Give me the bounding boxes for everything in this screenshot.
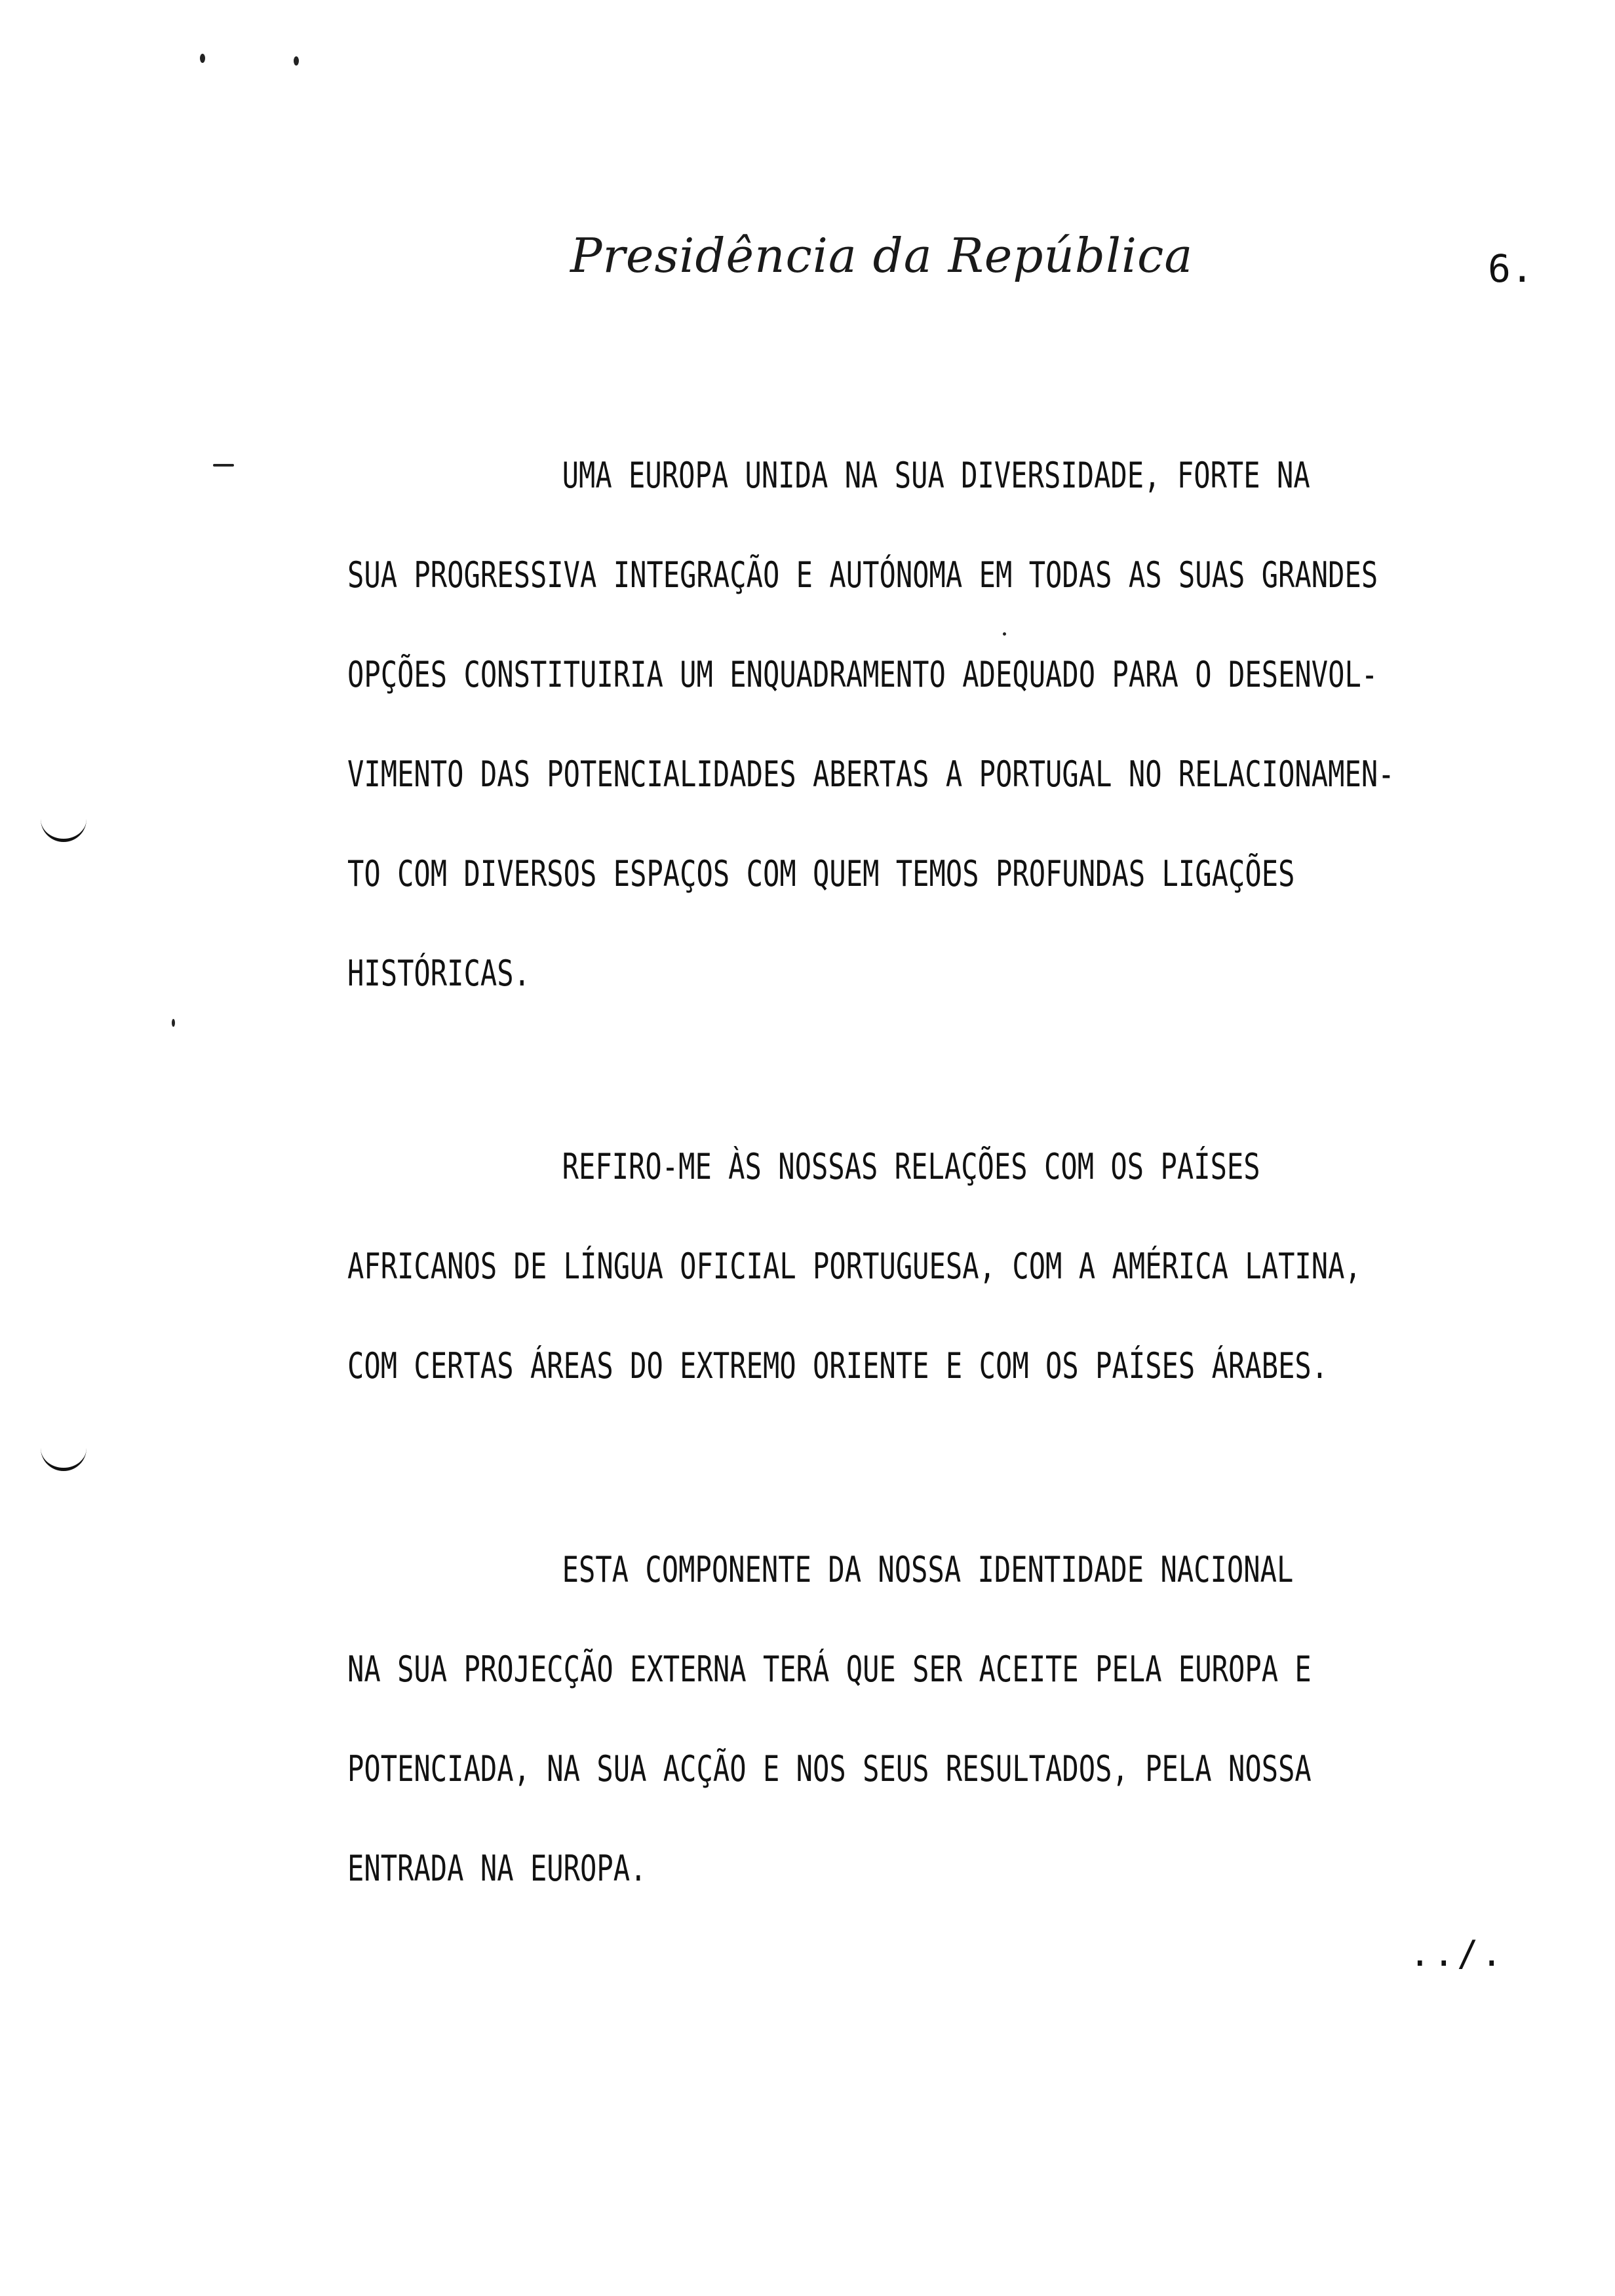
letterhead-title: Presidência da República xyxy=(570,228,1194,283)
paragraph-line: UMA EUROPA UNIDA NA SUA DIVERSIDADE, FORTE NA xyxy=(562,455,1310,496)
paragraph-line: HISTÓRICAS. xyxy=(347,953,530,994)
scan-speck xyxy=(200,54,205,63)
paragraph-line: OPÇÕES CONSTITUIRIA UM ENQUADRAMENTO ADEQUADO PARA O DESENVOL- xyxy=(347,654,1378,695)
scan-speck xyxy=(172,1019,175,1027)
binder-hole-mark xyxy=(41,813,87,842)
paragraph-2 xyxy=(347,1117,1580,1416)
paragraph-line: REFIRO-ME ÀS NOSSAS RELAÇÕES COM OS PAÍSES xyxy=(562,1146,1260,1187)
scan-speck xyxy=(213,464,234,467)
paragraph-3 xyxy=(347,1520,1580,1919)
paragraph-line: NA SUA PROJECÇÃO EXTERNA TERÁ QUE SER ACEITE PELA EUROPA E xyxy=(347,1649,1312,1690)
paragraph-line: COM CERTAS ÁREAS DO EXTREMO ORIENTE E COM OS PAÍSES ÁRABES. xyxy=(347,1345,1329,1387)
continuation-mark: ../. xyxy=(1409,1933,1506,1974)
scan-speck xyxy=(1003,632,1006,636)
paragraph-line: TO COM DIVERSOS ESPAÇOS COM QUEM TEMOS PROFUNDAS LIGAÇÕES xyxy=(347,853,1295,894)
binder-hole-mark xyxy=(41,1442,87,1471)
paragraph-line: ESTA COMPONENTE DA NOSSA IDENTIDADE NACIONAL xyxy=(562,1549,1294,1590)
paragraph-line: POTENCIADA, NA SUA ACÇÃO E NOS SEUS RESULTADOS, PELA NOSSA xyxy=(347,1748,1312,1789)
scan-speck xyxy=(294,56,299,66)
paragraph-line: VIMENTO DAS POTENCIALIDADES ABERTAS A PORTUGAL NO RELACIONAMEN- xyxy=(347,754,1395,795)
paragraph-1 xyxy=(347,426,1580,1024)
page-number: 6. xyxy=(1488,246,1534,291)
paragraph-line: ENTRADA NA EUROPA. xyxy=(347,1848,647,1889)
paragraph-line: AFRICANOS DE LÍNGUA OFICIAL PORTUGUESA, COM A AMÉRICA LATINA, xyxy=(347,1246,1361,1287)
paragraph-line: SUA PROGRESSIVA INTEGRAÇÃO E AUTÓNOMA EM TODAS AS SUAS GRANDES xyxy=(347,554,1378,596)
